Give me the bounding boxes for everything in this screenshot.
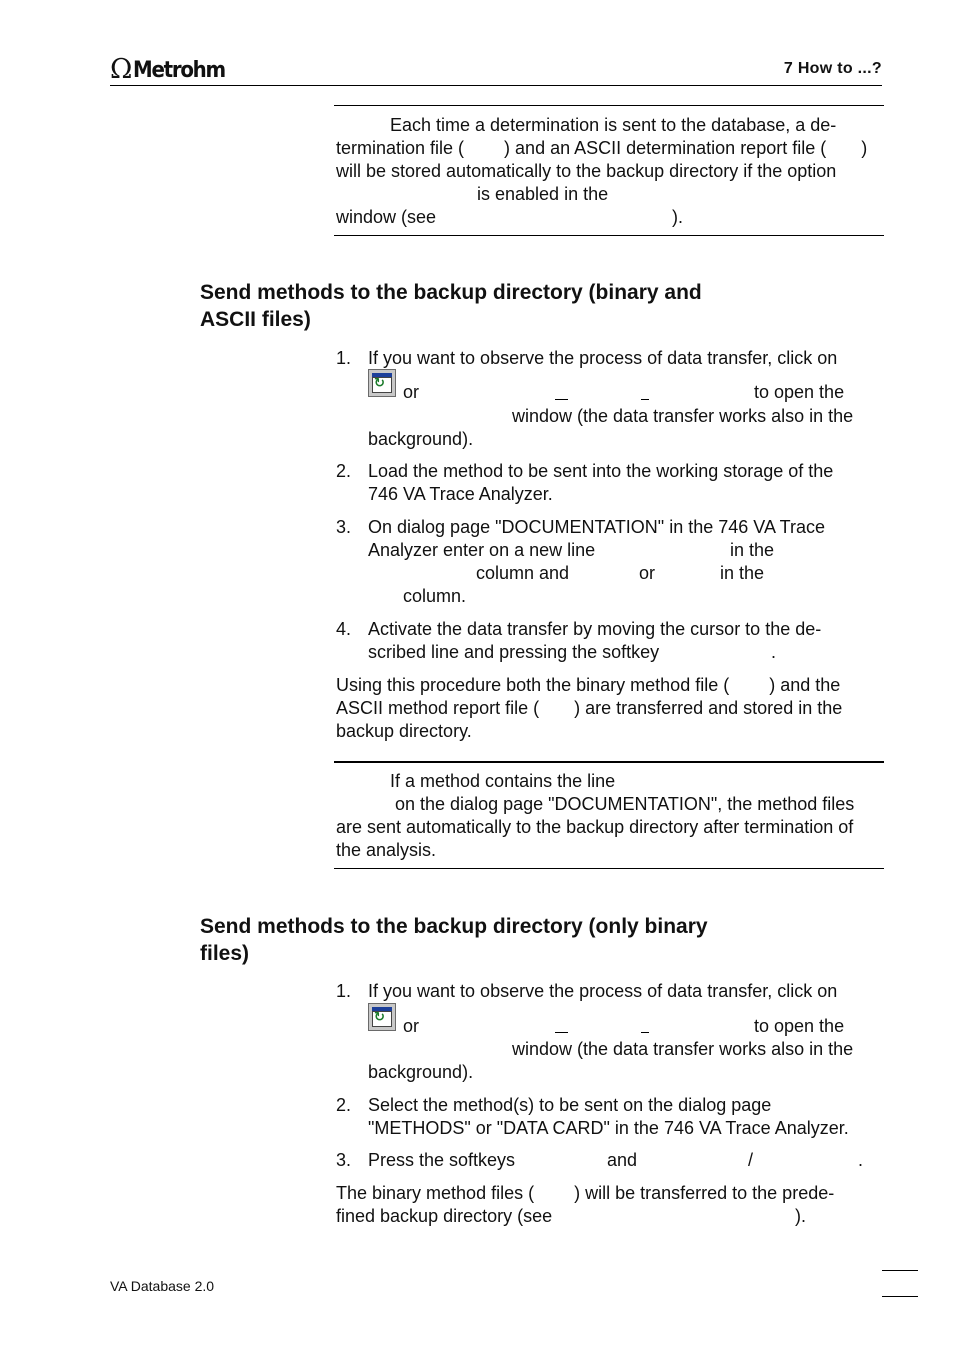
chapter-title: 7 How to ...?: [783, 60, 882, 77]
step-text: or: [403, 1016, 420, 1036]
step-number: 2.: [336, 1095, 352, 1115]
paragraph-line: backup directory.: [336, 721, 472, 741]
footer-rule: [882, 1270, 918, 1271]
footer-rule: [882, 1296, 918, 1297]
paragraph-line: ASCII method report file ( ) are transferred and stored in the: [336, 698, 843, 718]
note1-line: is enabled in the: [477, 184, 609, 204]
step-text: scribed line and pressing the softkey: [368, 642, 660, 662]
step-text: window (the data transfer works also in the: [512, 1039, 854, 1059]
step-number: 4.: [336, 619, 352, 639]
step-text: window (the data transfer works also in the: [512, 406, 854, 426]
section-heading: [200, 913, 860, 967]
paragraph-line: Using this procedure both the binary method file ( ) and the: [336, 675, 841, 695]
step-text: 746 VA Trace Analyzer.: [368, 484, 553, 504]
step-number: 1.: [336, 348, 352, 368]
step-text: or: [639, 563, 656, 583]
transfer-arrow-icon: ↻: [374, 1009, 385, 1024]
step-text: "METHODS" or "DATA CARD" in the 746 VA Trace Analyzer.: [368, 1118, 849, 1138]
step-text: On dialog page "DOCUMENTATION" in the 746 VA Trace: [368, 517, 825, 537]
step-text: .: [771, 642, 777, 662]
step-text: or: [403, 382, 420, 402]
step-text: and: [607, 1150, 638, 1170]
metrohm-logo: [110, 56, 235, 84]
step-text: Select the method(s) to be sent on the dialog page: [368, 1095, 772, 1115]
step-text: /: [748, 1150, 754, 1170]
step-text: If you want to observe the process of data transfer, click on: [368, 348, 838, 368]
omega-logo-icon: Ω: [110, 54, 133, 85]
step-number: 2.: [336, 461, 352, 481]
step-number: 3.: [336, 517, 352, 537]
step-text: Activate the data transfer by moving the cursor to the de-: [368, 619, 822, 639]
logo-wordmark: Metrohm: [133, 57, 226, 83]
step-text: to open the: [754, 382, 845, 402]
note1-line: ).: [672, 207, 683, 227]
note-top-rule: [334, 105, 884, 106]
step-text: background).: [368, 429, 474, 449]
step-text: in the: [720, 563, 765, 583]
paragraph-line: The binary method files ( ) will be transferred to the prede-: [336, 1183, 835, 1203]
paragraph-line: ).: [795, 1206, 806, 1226]
paragraph-line: fined backup directory (see: [336, 1206, 553, 1226]
step-text: to open the: [754, 1016, 845, 1036]
heading-line: Send methods to the backup directory (binary and: [200, 281, 702, 304]
menu-mnemonic-underline: [555, 1032, 568, 1033]
note1-line: window (see: [336, 207, 437, 227]
step-text: .: [858, 1150, 864, 1170]
step-text: Load the method to be sent into the working storage of the: [368, 461, 834, 481]
note1-line: Each time a determination is sent to the database, a de-: [390, 115, 837, 135]
note2-line: the analysis.: [336, 840, 437, 860]
section-heading: [200, 279, 860, 333]
data-transfer-window-icon[interactable]: [368, 369, 396, 397]
footer-product-name: VA Database 2.0: [110, 1278, 215, 1294]
transfer-arrow-icon: ↻: [374, 375, 385, 390]
data-transfer-window-icon[interactable]: [368, 1003, 396, 1031]
step-number: 1.: [336, 981, 352, 1001]
step-text: in the: [730, 540, 775, 560]
note2-line: on the dialog page "DOCUMENTATION", the method files: [395, 794, 855, 814]
menu-mnemonic-underline: [555, 399, 568, 400]
note2-line: are sent automatically to the backup directory after termination of: [336, 817, 854, 837]
heading-line: ASCII files): [200, 308, 311, 331]
menu-mnemonic-underline: [641, 1032, 649, 1033]
step-text: Press the softkeys: [368, 1150, 516, 1170]
step-text: column and: [476, 563, 570, 583]
note-bottom-rule: [334, 235, 884, 236]
note1-line: termination file ( ) and an ASCII determination report file ( ): [336, 138, 868, 158]
note-top-rule: [334, 761, 884, 763]
heading-line: Send methods to the backup directory (only binary: [200, 915, 708, 938]
step-number: 3.: [336, 1150, 352, 1170]
header-divider: [110, 85, 882, 86]
step-text: column.: [403, 586, 467, 606]
note1-line: will be stored automatically to the backup directory if the option: [336, 161, 837, 181]
step-text: Analyzer enter on a new line: [368, 540, 596, 560]
menu-mnemonic-underline: [641, 399, 649, 400]
note2-line: If a method contains the line: [390, 771, 616, 791]
note-bottom-rule: [334, 868, 884, 869]
step-text: background).: [368, 1062, 474, 1082]
heading-line: files): [200, 942, 250, 965]
step-text: If you want to observe the process of data transfer, click on: [368, 981, 838, 1001]
